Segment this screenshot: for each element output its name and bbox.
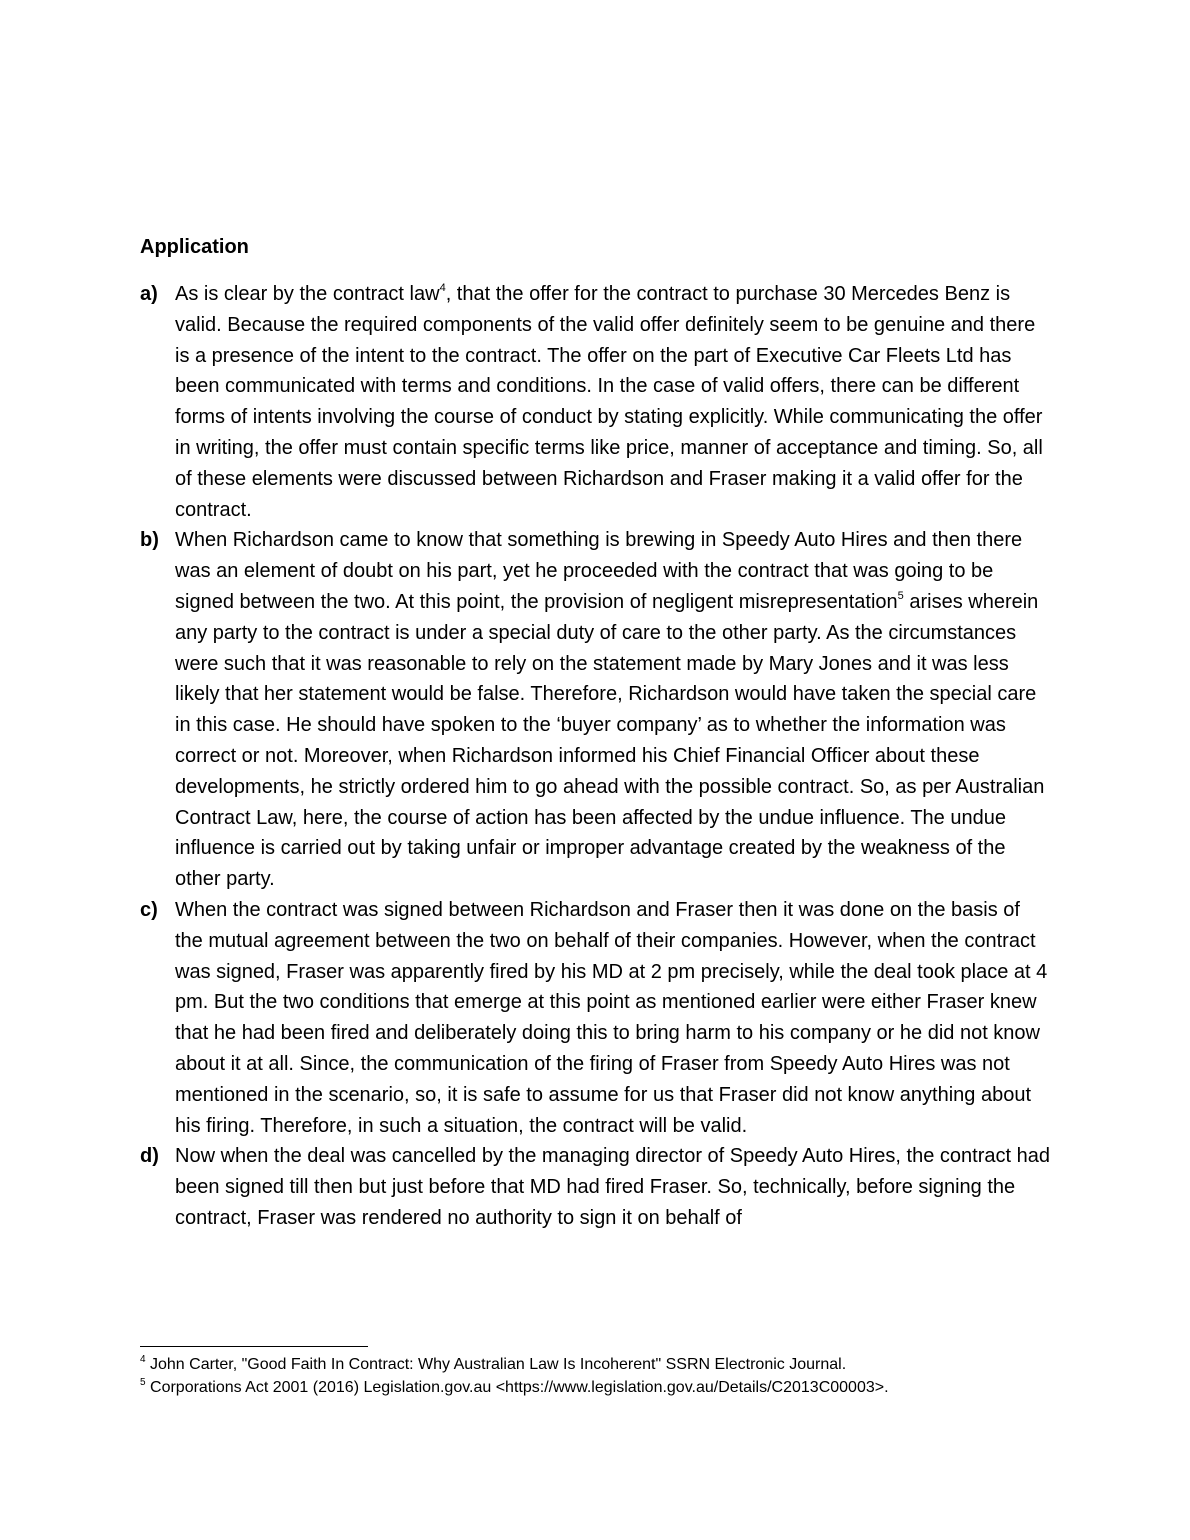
paragraph-text: As is clear by the contract law — [175, 283, 440, 305]
list-item-d — [140, 1141, 1052, 1233]
list-item-c — [140, 895, 1052, 1141]
footnote-4 — [140, 1353, 1140, 1376]
footnote-separator — [140, 1346, 368, 1347]
paragraph-text: Now when the deal was cancelled by the managing director of Speedy Auto Hires, the contract had been signed till then but just before that MD had fired Fraser. So, technically, before signing the contract, Fraser was rendered no authority to sign it on behalf of — [175, 1145, 1050, 1229]
footnote-reference[interactable]: 5 — [897, 590, 904, 603]
footnote-5 — [140, 1376, 1140, 1399]
footnote-text: Corporations Act 2001 (2016) Legislation.gov.au <https://www.legislation.gov.au/Details/C2013C00003>. — [145, 1379, 889, 1396]
list-item-a — [140, 279, 1052, 525]
section-heading: Application — [140, 236, 249, 258]
footnote-number: 4 — [140, 1353, 146, 1365]
footnote-number: 5 — [140, 1376, 146, 1388]
list-item-b — [140, 525, 1052, 895]
list-marker: c) — [140, 898, 158, 921]
list-marker: d) — [140, 1145, 159, 1168]
footnotes — [140, 1353, 1140, 1399]
list-marker: b) — [140, 529, 159, 552]
paragraph-text: When Richardson came to know that something is brewing in Speedy Auto Hires and then there was an element of doubt on his part, yet he proceeded with the contract that was going to be signed between the two. At this point, the provision of negligent misrepresentation — [175, 529, 1023, 613]
paragraph-text: arises wherein any party to the contract is under a special duty of care to the other party. As the circumstances were such that it was reasonable to rely on the statement made by Mary Jones and it was less likely that her statement would be false. Therefore, Richardson would have taken the special care in this case. He should have spoken to the ‘buyer company’ as to whether the information was correct or not. Moreover, when Richardson informed his Chief Financial Officer about these developments, he strictly ordered him to go ahead with the possible contract. So, as per Australian Contract Law, here, the course of action has been affected by the undue influence. The undue influence is carried out by taking unfair or improper advantage created by the weakness of the other party. — [175, 590, 1045, 891]
application-list — [140, 279, 1052, 1234]
footnote-reference[interactable]: 4 — [439, 282, 446, 295]
paragraph-text: When the contract was signed between Richardson and Fraser then it was done on the basis of the mutual agreement between the two on behalf of their companies. However, when the contract was signed, Fraser was apparently fired by his MD at 2 pm precisely, while the deal took place at 4 pm. But the two conditions that emerge at this point as mentioned earlier were either Fraser knew that he had been fired and deliberately doing this to bring harm to his company or he did not know about it at all. Since, the communication of the firing of Fraser from Speedy Auto Hires was not mentioned in the scenario, so, it is safe to assume for us that Fraser did not know anything about his firing. Therefore, in such a situation, the contract will be valid. — [175, 898, 1048, 1137]
footnote-text: John Carter, "Good Faith In Contract: Why Australian Law Is Incoherent" SSRN Electronic Journal. — [145, 1356, 847, 1373]
list-marker: a) — [140, 283, 158, 305]
paragraph-text: , that the offer for the contract to purchase 30 Mercedes Benz is valid. Because the required components of the valid offer definitely seem to be genuine and there is a presence of the intent to the contract. The offer on the part of Executive Car Fleets Ltd has been communicated with terms and conditions. In the case of valid offers, there can be different forms of intents involving the course of conduct by stating explicitly. While communicating the offer in writing, the offer must contain specific terms like price, manner of acceptance and timing. So, all of these elements were discussed between Richardson and Fraser making it a valid offer for the contract. — [175, 283, 1043, 521]
